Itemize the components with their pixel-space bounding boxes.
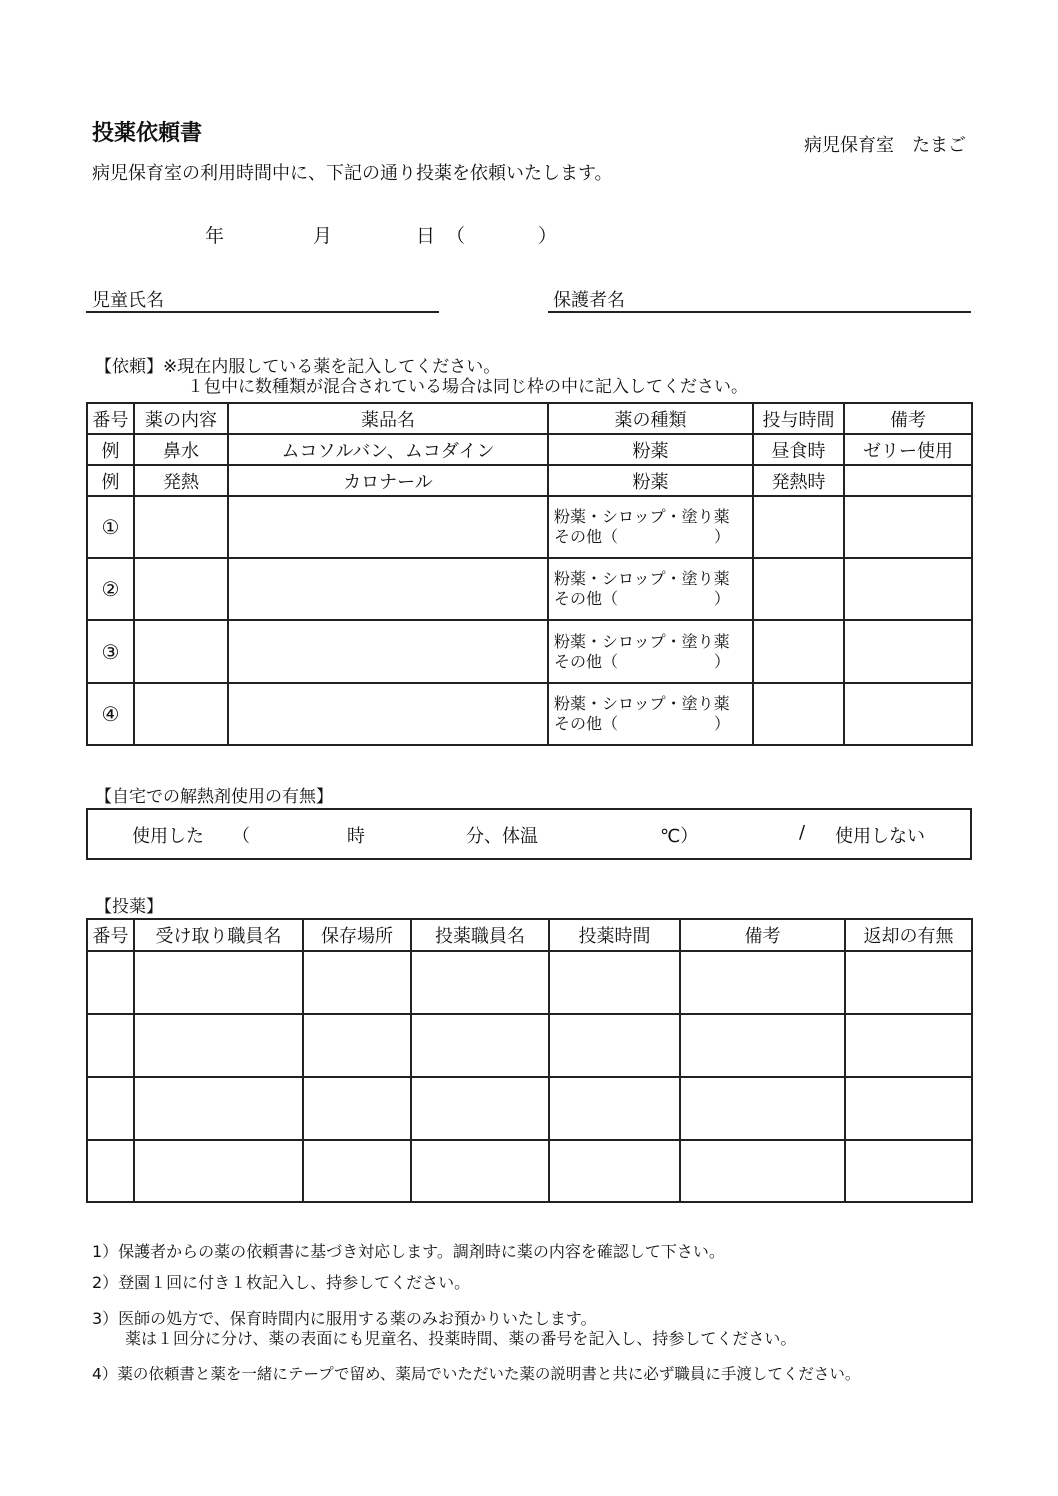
type-options: 粉薬・シロップ・塗り薬 xyxy=(554,631,730,651)
table-cell[interactable] xyxy=(87,1077,134,1140)
drug-name-cell[interactable] xyxy=(228,620,548,683)
type-other: その他（ ） xyxy=(554,589,731,608)
example-note xyxy=(844,465,972,496)
table-cell[interactable] xyxy=(549,1014,680,1077)
drug-name-cell[interactable] xyxy=(228,683,548,745)
note-item: 薬は１回分に分け、薬の表面にも児童名、投薬時間、薬の番号を記入し、持参してください。 xyxy=(125,1329,797,1348)
table-cell[interactable] xyxy=(411,1077,549,1140)
type-options: 粉薬・シロップ・塗り薬 xyxy=(554,507,730,526)
child-name-field[interactable] xyxy=(86,311,439,313)
row-number: ④ xyxy=(87,683,134,745)
type-options: 粉薬・シロップ・塗り薬 xyxy=(554,694,730,713)
drug-name-cell[interactable] xyxy=(228,496,548,558)
example-type: 粉薬 xyxy=(548,465,753,496)
intro-text: 病児保育室の利用時間中に、下記の通り投薬を依頼いたします。 xyxy=(92,163,613,184)
column-header: 番号 xyxy=(87,403,134,434)
slash-separator: / xyxy=(799,822,806,843)
table-header-row xyxy=(87,403,972,434)
type-other: その他（ ） xyxy=(554,651,731,671)
not-used-option[interactable]: 使用しない xyxy=(835,826,925,847)
date-row xyxy=(0,221,1058,251)
administration-table xyxy=(86,918,973,1203)
row-number: ① xyxy=(87,496,134,558)
table-cell[interactable] xyxy=(680,1014,845,1077)
hour-label: 時 xyxy=(347,826,365,847)
content-cell[interactable] xyxy=(134,558,228,620)
table-cell[interactable] xyxy=(303,1014,411,1077)
time-cell[interactable] xyxy=(753,620,844,683)
table-cell[interactable] xyxy=(87,1014,134,1077)
request-label: 【依頼】※現在内服している薬を記入してください。 xyxy=(95,357,501,377)
table-cell[interactable] xyxy=(845,951,972,1014)
table-cell[interactable] xyxy=(87,1140,134,1202)
time-cell[interactable] xyxy=(753,496,844,558)
fever-paren-open: （ xyxy=(232,826,250,847)
table-cell[interactable] xyxy=(303,951,411,1014)
column-header: 返却の有無 xyxy=(845,919,972,951)
example-time: 発熱時 xyxy=(753,465,844,496)
table-cell[interactable] xyxy=(134,951,303,1014)
child-name-label: 児童氏名 xyxy=(92,290,164,311)
minute-temp-label: 分、体温 xyxy=(466,826,538,847)
content-cell[interactable] xyxy=(134,496,228,558)
example-time: 昼食時 xyxy=(753,434,844,465)
column-header: 番号 xyxy=(87,919,134,951)
type-options-cell[interactable] xyxy=(548,496,753,558)
guardian-name-label: 保護者名 xyxy=(553,290,625,311)
row-number: ② xyxy=(87,558,134,620)
request-row xyxy=(87,620,972,683)
column-header: 投与時間 xyxy=(753,403,844,434)
fever-label: 【自宅での解熱剤使用の有無】 xyxy=(95,787,333,807)
table-header-row xyxy=(87,919,972,951)
type-options: 粉薬・シロップ・塗り薬 xyxy=(554,569,730,588)
note-item: 1）保護者からの薬の依頼書に基づき対応します。調剤時に薬の内容を確認して下さい。 xyxy=(92,1242,725,1261)
example-drug-name: カロナール xyxy=(228,465,548,496)
table-row xyxy=(87,1140,972,1202)
example-note: ゼリー使用 xyxy=(844,434,972,465)
column-header: 受け取り職員名 xyxy=(134,919,303,951)
administration-label: 【投薬】 xyxy=(95,897,163,917)
column-header: 投薬時間 xyxy=(549,919,680,951)
row-number: ③ xyxy=(87,620,134,683)
month-label: 月 xyxy=(313,225,333,247)
example-drug-name: ムコソルバン、ムコダイン xyxy=(228,434,548,465)
table-cell[interactable] xyxy=(845,1140,972,1202)
table-cell[interactable] xyxy=(303,1140,411,1202)
content-cell[interactable] xyxy=(134,683,228,745)
table-cell[interactable] xyxy=(411,951,549,1014)
column-header: 投薬職員名 xyxy=(411,919,549,951)
note-cell[interactable] xyxy=(844,496,972,558)
weekday-paren-close: ） xyxy=(538,225,558,247)
example-no: 例 xyxy=(87,465,134,496)
column-header: 備考 xyxy=(844,403,972,434)
used-option[interactable]: 使用した xyxy=(132,826,204,847)
note-item: 4）薬の依頼書と薬を一緒にテープで留め、薬局でいただいた薬の説明書と共に必ず職員に手渡してください。 xyxy=(92,1365,861,1383)
table-row xyxy=(87,1014,972,1077)
table-cell[interactable] xyxy=(411,1140,549,1202)
celsius-label: ℃） xyxy=(660,826,699,847)
column-header: 保存場所 xyxy=(303,919,411,951)
table-cell[interactable] xyxy=(845,1077,972,1140)
table-cell[interactable] xyxy=(680,1077,845,1140)
column-header: 薬の内容 xyxy=(134,403,228,434)
example-row xyxy=(87,465,972,496)
type-other: その他（ ） xyxy=(554,527,731,546)
year-label: 年 xyxy=(205,225,225,247)
table-row xyxy=(87,951,972,1014)
column-header: 備考 xyxy=(680,919,845,951)
note-cell[interactable] xyxy=(844,620,972,683)
facility-name: 病児保育室 たまご xyxy=(804,135,966,156)
example-row xyxy=(87,434,972,465)
content-cell[interactable] xyxy=(134,620,228,683)
time-cell[interactable] xyxy=(753,683,844,745)
table-cell[interactable] xyxy=(680,951,845,1014)
request-row xyxy=(87,683,972,745)
day-label: 日 xyxy=(416,225,436,247)
type-other: その他（ ） xyxy=(554,714,731,733)
example-no: 例 xyxy=(87,434,134,465)
table-cell[interactable] xyxy=(87,951,134,1014)
type-options-cell[interactable] xyxy=(548,558,753,620)
example-type: 粉薬 xyxy=(548,434,753,465)
table-cell[interactable] xyxy=(549,1140,680,1202)
example-content: 鼻水 xyxy=(134,434,228,465)
request-row xyxy=(87,558,972,620)
table-cell[interactable] xyxy=(549,1077,680,1140)
table-cell[interactable] xyxy=(680,1140,845,1202)
table-cell[interactable] xyxy=(303,1077,411,1140)
table-cell[interactable] xyxy=(134,1014,303,1077)
note-cell[interactable] xyxy=(844,558,972,620)
note-cell[interactable] xyxy=(844,683,972,745)
guardian-name-field[interactable] xyxy=(548,311,971,313)
table-cell[interactable] xyxy=(411,1014,549,1077)
table-cell[interactable] xyxy=(134,1077,303,1140)
table-cell[interactable] xyxy=(134,1140,303,1202)
time-cell[interactable] xyxy=(753,558,844,620)
request-row xyxy=(87,496,972,558)
table-row xyxy=(87,1077,972,1140)
note-item: 3）医師の処方で、保育時間内に服用する薬のみお預かりいたします。 xyxy=(92,1309,597,1328)
medication-request-table xyxy=(86,402,973,746)
request-sublabel: １包中に数種類が混合されている場合は同じ枠の中に記入してください。 xyxy=(187,377,748,397)
type-options-cell[interactable] xyxy=(548,683,753,745)
example-content: 発熱 xyxy=(134,465,228,496)
type-options-cell[interactable] xyxy=(548,620,753,683)
column-header: 薬品名 xyxy=(228,403,548,434)
note-item: 2）登園１回に付き１枚記入し、持参してください。 xyxy=(92,1273,471,1292)
table-cell[interactable] xyxy=(549,951,680,1014)
fever-reducer-box xyxy=(86,808,972,860)
document-title: 投薬依頼書 xyxy=(92,121,203,146)
column-header: 薬の種類 xyxy=(548,403,753,434)
weekday-paren-open: （ xyxy=(446,225,466,247)
drug-name-cell[interactable] xyxy=(228,558,548,620)
table-cell[interactable] xyxy=(845,1014,972,1077)
